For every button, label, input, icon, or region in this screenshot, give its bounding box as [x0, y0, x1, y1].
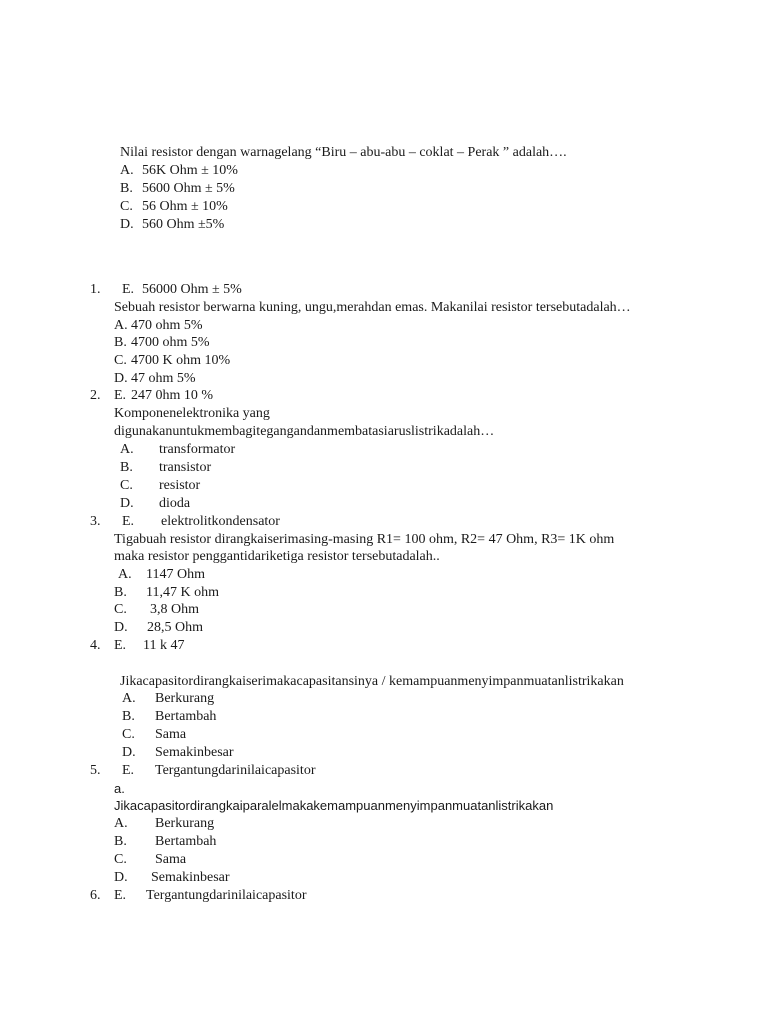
option-text: Sama: [155, 852, 187, 867]
option-letter: E.: [122, 514, 135, 529]
option-text: 247 0hm 10 %: [131, 388, 214, 403]
option-text: 5600 Ohm ± 5%: [142, 181, 235, 196]
option-letter: B.: [114, 585, 127, 600]
option-letter: A.: [120, 442, 134, 457]
option-letter: B.: [114, 335, 127, 350]
option-letter: B.: [120, 460, 133, 475]
question-text: Jikacapasitordirangkaiserimakacapasitansinya / kemampuanmenyimpanmuatanlistrikakan: [120, 674, 624, 689]
option-text: 470 ohm 5%: [131, 318, 203, 333]
option-text: 4700 ohm 5%: [131, 335, 210, 350]
option-text: transformator: [159, 442, 236, 457]
option-letter: B.: [114, 834, 127, 849]
list-number: 4.: [90, 638, 101, 653]
option-text: 11 k 47: [143, 638, 185, 653]
option-letter: C.: [114, 353, 127, 368]
option-text: Tergantungdarinilaicapasitor: [146, 888, 307, 903]
option-text: Berkurang: [155, 691, 215, 706]
stray-letter: a.: [114, 781, 125, 796]
option-letter: C.: [120, 478, 133, 493]
option-letter: C.: [114, 602, 127, 617]
option-letter: C.: [120, 199, 133, 214]
option-text: 560 Ohm ±5%: [142, 217, 225, 232]
option-text: Tergantungdarinilaicapasitor: [155, 763, 316, 778]
question-text: Nilai resistor dengan warnagelang “Biru – abu-abu – coklat – Perak ” adalah….: [120, 145, 567, 160]
question-text: maka resistor penggantidariketiga resistor tersebutadalah..: [114, 549, 440, 564]
option-text: Semakinbesar: [151, 870, 230, 885]
option-letter: A.: [114, 318, 128, 333]
option-text: 1147 Ohm: [146, 567, 205, 582]
option-text: Berkurang: [155, 816, 215, 831]
list-number: 5.: [90, 763, 101, 778]
option-letter: B.: [122, 709, 135, 724]
option-letter: E.: [114, 638, 127, 653]
option-letter: D.: [114, 620, 128, 635]
option-text: 56000 Ohm ± 5%: [142, 282, 242, 297]
option-letter: A.: [122, 691, 136, 706]
option-letter: D.: [120, 496, 134, 511]
option-letter: E.: [114, 388, 127, 403]
list-number: 1.: [90, 282, 101, 297]
option-letter: D.: [120, 217, 134, 232]
option-text: 3,8 Ohm: [150, 602, 199, 617]
option-text: Bertambah: [155, 834, 217, 849]
option-text: 4700 K ohm 10%: [131, 353, 231, 368]
option-text: Bertambah: [155, 709, 217, 724]
option-letter: D.: [114, 870, 128, 885]
option-text: 28,5 Ohm: [147, 620, 203, 635]
option-text: elektrolitkondensator: [161, 514, 280, 529]
option-letter: E.: [122, 282, 135, 297]
option-letter: B.: [120, 181, 133, 196]
option-letter: D.: [122, 745, 136, 760]
question-text: Tigabuah resistor dirangkaiserimasing-masing R1= 100 ohm, R2= 47 Ohm, R3= 1K ohm: [114, 532, 615, 547]
question-text: digunakanuntukmembagitegangandanmembatasiaruslistrikadalah…: [114, 424, 495, 439]
question-text: Jikacapasitordirangkaiparalelmakakemampuanmenyimpanmuatanlistrikakan: [114, 798, 554, 813]
list-number: 3.: [90, 514, 101, 529]
option-text: 56K Ohm ± 10%: [142, 163, 238, 178]
option-letter: A.: [114, 816, 128, 831]
option-letter: C.: [122, 727, 135, 742]
question-text: Komponenelektronika yang: [114, 406, 270, 421]
option-text: dioda: [159, 496, 191, 511]
option-letter: D.: [114, 371, 128, 386]
option-text: 47 ohm 5%: [131, 371, 196, 386]
option-text: Sama: [155, 727, 187, 742]
option-letter: C.: [114, 852, 127, 867]
option-letter: A.: [118, 567, 132, 582]
list-number: 2.: [90, 388, 101, 403]
option-text: resistor: [159, 478, 201, 493]
option-letter: E.: [114, 888, 127, 903]
option-text: 11,47 K ohm: [146, 585, 219, 600]
list-number: 6.: [90, 888, 101, 903]
question-text: Sebuah resistor berwarna kuning, ungu,merahdan emas. Makanilai resistor tersebutadalah…: [114, 300, 631, 315]
option-letter: E.: [122, 763, 135, 778]
option-text: 56 Ohm ± 10%: [142, 199, 228, 214]
option-text: transistor: [159, 460, 212, 475]
option-letter: A.: [120, 163, 134, 178]
option-text: Semakinbesar: [155, 745, 234, 760]
